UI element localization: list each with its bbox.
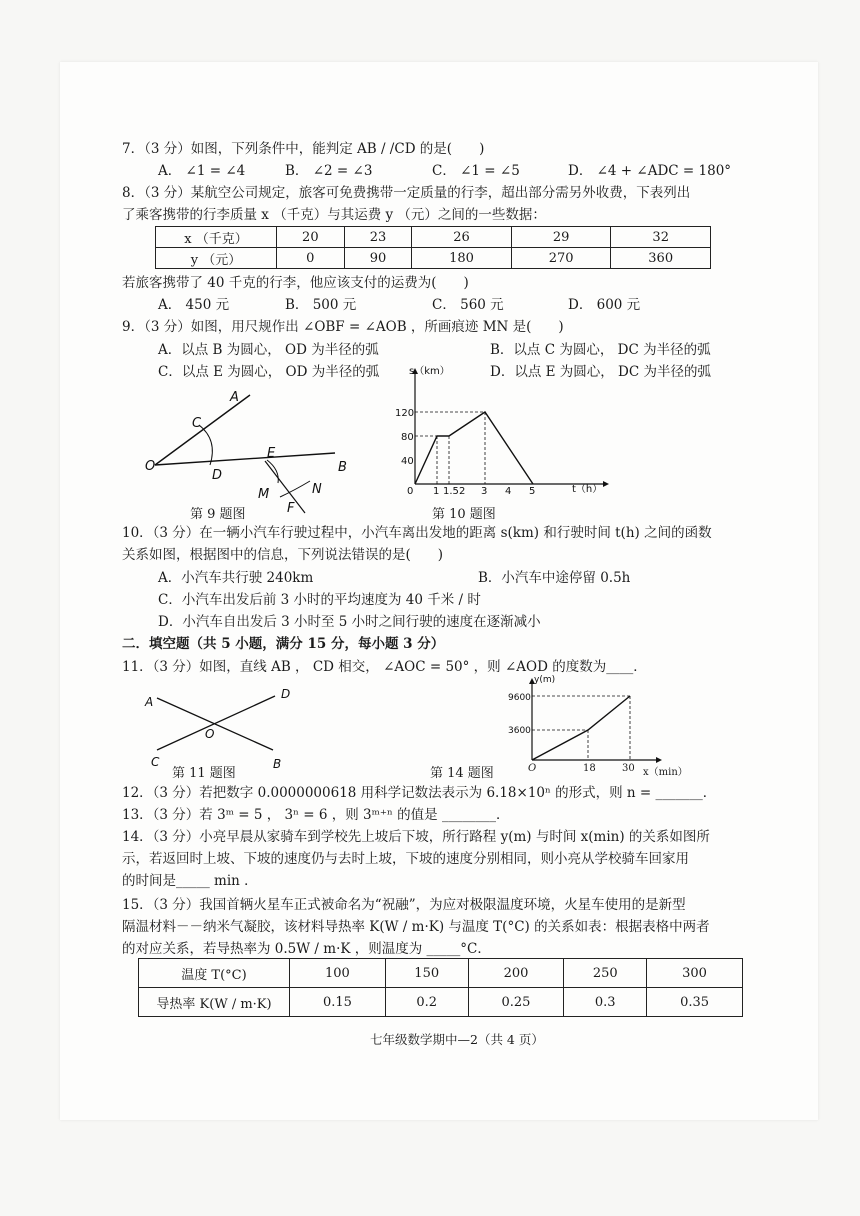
q8-option-b: B． 500 元 xyxy=(285,297,357,313)
line-label-a: A xyxy=(145,695,154,709)
table-cell: 200 xyxy=(468,959,564,988)
table-cell: 23 xyxy=(344,227,412,248)
q10-ytick-40: 40 xyxy=(401,456,414,467)
q9-caption: 第 9 题图 xyxy=(190,507,246,522)
q10-xlabel: t（h） xyxy=(572,484,603,495)
line-label-d: D xyxy=(281,687,291,701)
line-label-b: B xyxy=(273,757,282,771)
point-label-o: O xyxy=(145,459,156,474)
q10-ytick-80: 80 xyxy=(401,432,414,443)
q9-option-c: C．以点 E 为圆心， OD 为半径的弧 xyxy=(158,364,380,380)
point-label-e: E xyxy=(267,446,276,461)
q8-stem-line2: 了乘客携带的行李质量 x （千克）与其运费 y （元）之间的一些数据： xyxy=(122,207,546,223)
q9-option-a: A．以点 B 为圆心， OD 为半径的弧 xyxy=(158,342,379,358)
q9-stem: 9．（3 分）如图，用尺规作出 ∠OBF = ∠AOB ，所画痕迹 MN 是( ) xyxy=(122,319,564,335)
q10-chart xyxy=(395,360,615,500)
q14-figure xyxy=(490,672,680,776)
q10-xtick-2: 2 xyxy=(459,486,466,497)
q8-question: 若旅客携带了 40 千克的行李，他应该支付的运费为( ) xyxy=(122,275,469,291)
table-cell: 26 xyxy=(412,227,512,248)
table-cell: 导热率 K(W / m·K) xyxy=(139,988,290,1017)
table-cell: 270 xyxy=(511,248,611,269)
point-label-c: C xyxy=(192,416,202,431)
q8-option-c: C． 560 元 xyxy=(432,297,504,313)
q15-line3: 的对应关系，若导热率为 0.5W / m·K ，则温度为 _____°C． xyxy=(122,941,491,957)
q15-line2: 隔温材料－－纳米气凝胶，该材料导热率 K(W / m·K) 与温度 T(°C) 的关系如表：根据表格中两者 xyxy=(122,919,710,935)
table-row xyxy=(139,988,743,1017)
q14-ylabel: y(m) xyxy=(534,675,556,685)
point-label-f: F xyxy=(287,501,295,515)
q10-ylabel: s（km） xyxy=(409,366,450,377)
table-cell: x （千克） xyxy=(156,227,277,248)
point-label-o: O xyxy=(205,727,215,741)
q8-data-table xyxy=(155,226,711,269)
q7-option-d: D． ∠4 + ∠ADC = 180° xyxy=(568,163,732,179)
q11-stem: 11．（3 分）如图，直线 AB ， CD 相交， ∠AOC = 50° ，则 ∠AOD 的度数为____． xyxy=(122,659,647,675)
point-label-n: N xyxy=(312,482,322,497)
q12-stem: 12．（3 分）若把数字 0.0000000618 用科学记数法表示为 6.18×10ⁿ 的形式，则 n = _______． xyxy=(122,785,717,801)
table-row xyxy=(139,959,743,988)
q14-ytick-3600: 3600 xyxy=(508,726,531,736)
point-label-d: D xyxy=(212,468,223,483)
table-cell: 0 xyxy=(277,248,345,269)
q14-line3: 的时间是_____ min ． xyxy=(122,873,258,889)
table-cell: 20 xyxy=(277,227,345,248)
q10-xtick-3: 3 xyxy=(481,486,488,497)
q14-xtick-30: 30 xyxy=(622,763,635,774)
q7-option-b: B． ∠2 = ∠3 xyxy=(285,163,373,179)
page-footer: 七年级数学期中—2（共 4 页） xyxy=(370,1032,544,1047)
table-cell: 100 xyxy=(290,959,386,988)
q14-xtick-18: 18 xyxy=(583,763,596,774)
q7-option-c: C． ∠1 = ∠5 xyxy=(432,163,520,179)
q14-line1: 14．（3 分）小亮早晨从家骑车到学校先上坡后下坡，所行路程 y(m) 与时间 x(min) 的关系如图所 xyxy=(122,829,710,845)
q8-stem-line1: 8．（3 分）某航空公司规定，旅客可免费携带一定质量的行李，超出部分需另外收费，下表列出 xyxy=(122,185,691,201)
q13-stem: 13．（3 分）若 3ᵐ = 5 ， 3ⁿ = 6 ，则 3ᵐ⁺ⁿ 的值是 ________． xyxy=(122,807,510,823)
q9-option-b: B．以点 C 为圆心， DC 为半径的弧 xyxy=(490,342,711,358)
q14-caption: 第 14 题图 xyxy=(430,766,494,781)
table-cell: 90 xyxy=(344,248,412,269)
q9-option-d: D．以点 E 为圆心， DC 为半径的弧 xyxy=(490,364,711,380)
table-cell: 150 xyxy=(385,959,468,988)
q15-line1: 15．（3 分）我国首辆火星车正式被命名为“祝融”，为应对极限温度环境，火星车使用的是新型 xyxy=(122,897,686,913)
q7-option-a: A． ∠1 = ∠4 xyxy=(158,163,246,179)
point-label-a: A xyxy=(230,390,239,405)
q10-origin: 0 xyxy=(407,486,414,497)
table-cell: 29 xyxy=(511,227,611,248)
table-cell: 0.15 xyxy=(290,988,386,1017)
section-fill-in-title: 二．填空题（共 5 小题，满分 15 分，每小题 3 分） xyxy=(122,636,445,652)
q8-option-d: D． 600 元 xyxy=(568,297,641,313)
q10-option-a: A．小汽车共行驶 240km xyxy=(158,570,314,586)
table-cell: 0.3 xyxy=(564,988,647,1017)
table-cell: 250 xyxy=(564,959,647,988)
line-label-c: C xyxy=(151,755,160,769)
q7-stem: 7．（3 分）如图，下列条件中，能判定 AB / /CD 的是( ) xyxy=(122,141,485,157)
table-cell: 0.2 xyxy=(385,988,468,1017)
q10-stem-line1: 10．（3 分）在一辆小汽车行驶过程中，小汽车离出发地的距离 s(km) 和行驶时间 t(h) 之间的函数 xyxy=(122,525,712,541)
table-row xyxy=(156,227,711,248)
q8-option-a: A． 450 元 xyxy=(158,297,230,313)
table-cell: 0.35 xyxy=(647,988,743,1017)
table-row xyxy=(156,248,711,269)
q14-origin: O xyxy=(528,763,537,774)
q10-stem-line2: 关系如图，根据图中的信息，下列说法错误的是( ) xyxy=(122,547,444,563)
q10-option-c: C．小汽车出发后前 3 小时的平均速度为 40 千米 / 时 xyxy=(158,592,481,608)
q10-caption: 第 10 题图 xyxy=(432,507,496,522)
q9-figure xyxy=(140,385,370,515)
q10-xtick-1-5: 1.5 xyxy=(443,486,459,497)
q10-xtick-4: 4 xyxy=(505,486,512,497)
point-label-b: B xyxy=(338,460,347,475)
q11-caption: 第 11 题图 xyxy=(172,766,236,781)
table-cell: 300 xyxy=(647,959,743,988)
q10-xtick-5: 5 xyxy=(529,486,536,497)
q15-data-table xyxy=(138,958,743,1017)
table-cell: 32 xyxy=(611,227,711,248)
table-cell: 0.25 xyxy=(468,988,564,1017)
q14-line2: 示，若返回时上坡、下坡的速度仍与去时上坡，下坡的速度分别相同，则小亮从学校骑车回家用 xyxy=(122,851,689,867)
table-cell: 温度 T(°C) xyxy=(139,959,290,988)
table-cell: 360 xyxy=(611,248,711,269)
table-cell: y （元） xyxy=(156,248,277,269)
q14-xlabel: x（min） xyxy=(643,767,688,778)
q10-option-d: D．小汽车自出发后 3 小时至 5 小时之间行驶的速度在逐渐减小 xyxy=(158,614,541,630)
table-cell: 180 xyxy=(412,248,512,269)
q14-ytick-9600: 9600 xyxy=(508,693,531,703)
q10-xtick-1: 1 xyxy=(433,486,440,497)
q10-ytick-120: 120 xyxy=(395,408,415,419)
point-label-m: M xyxy=(258,487,270,502)
q10-option-b: B．小汽车中途停留 0.5h xyxy=(478,570,631,586)
